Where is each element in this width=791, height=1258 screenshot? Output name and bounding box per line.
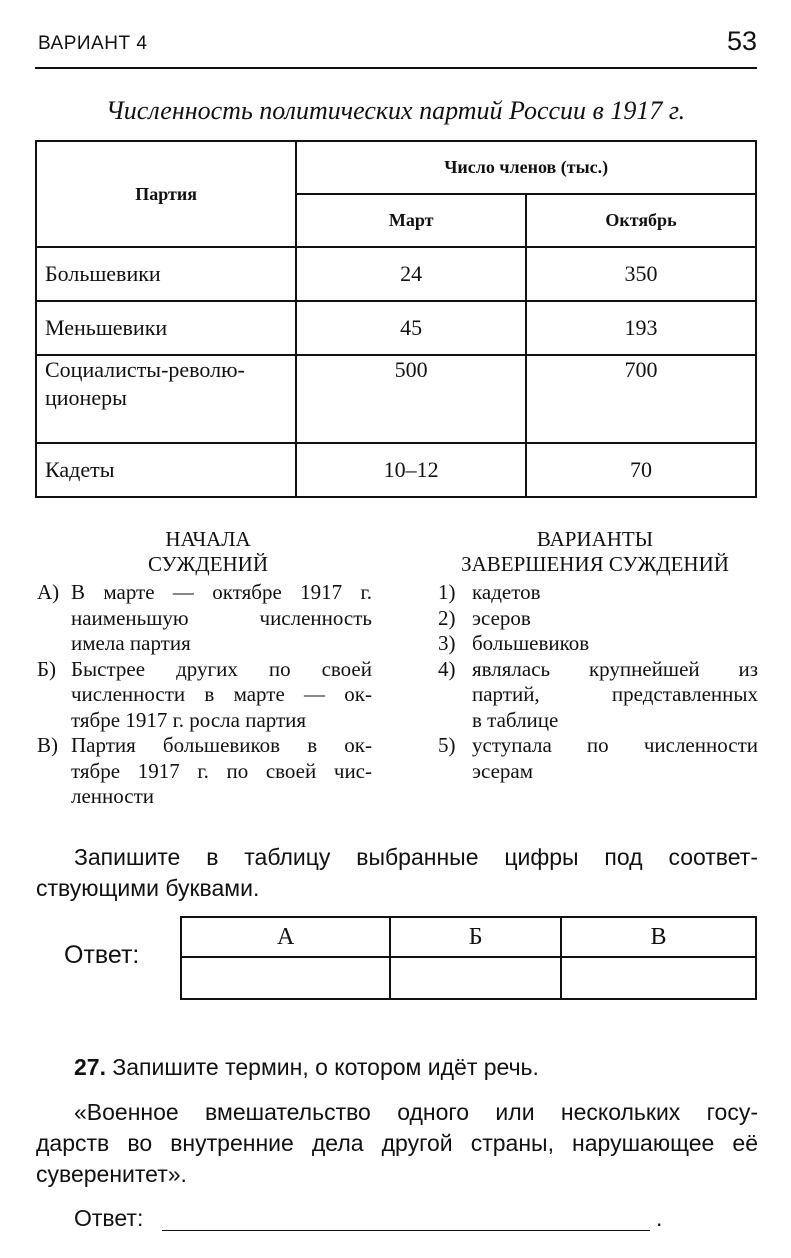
header-party: Партия	[36, 141, 296, 247]
table-row	[36, 301, 756, 355]
answer-period: .	[656, 1205, 663, 1231]
list-item	[37, 657, 372, 734]
item-line: численности в марте — ок-	[71, 682, 372, 706]
header-march: Март	[296, 194, 526, 247]
item-line: являлась крупнейшей из	[472, 656, 758, 681]
party-membership-table	[35, 140, 757, 498]
item-line: тябре 1917 г. росла партия	[71, 707, 307, 732]
item-line: эсерам	[472, 758, 534, 783]
table-row	[36, 355, 756, 443]
endings-heading-line: ЗАВЕРШЕНИЯ СУЖДЕНИЙ	[461, 552, 729, 576]
list-item	[438, 657, 758, 734]
variant-label: ВАРИАНТ 4	[38, 33, 148, 54]
march-value: 24	[296, 247, 526, 301]
endings-list	[438, 580, 758, 784]
endings-heading-line: ВАРИАНТЫ	[536, 527, 654, 551]
quote-line: суверенитет».	[36, 1161, 187, 1187]
answer-cell-a[interactable]	[181, 957, 390, 999]
item-line: партий, представленных	[472, 682, 758, 706]
item-line: уступала по численности	[472, 733, 758, 757]
beginnings-list	[37, 580, 372, 810]
october-value: 193	[526, 301, 756, 355]
beginnings-heading-line: СУЖДЕНИЙ	[147, 552, 269, 576]
party-name: Меньшевики	[36, 301, 296, 355]
item-letter: А)	[37, 580, 60, 604]
item-letter: В)	[37, 733, 58, 757]
endings-heading	[430, 527, 760, 577]
october-value: 700	[526, 355, 756, 443]
answer-letter-v: В	[561, 917, 756, 957]
party-name-line: ционеры	[45, 385, 127, 410]
list-item	[438, 733, 758, 784]
october-value: 350	[526, 247, 756, 301]
instruction-text	[36, 842, 758, 904]
item-line: ленности	[71, 784, 155, 808]
item-number: 1)	[438, 580, 456, 604]
instruction-line: Запишите в таблицу выбранные цифры под соответ-	[74, 844, 758, 870]
task-number: 27.	[74, 1054, 106, 1080]
party-name	[36, 355, 296, 443]
list-item	[37, 733, 372, 810]
instruction-line: ствующими буквами.	[36, 875, 260, 901]
march-value: 10–12	[296, 443, 526, 497]
table-row	[36, 247, 756, 301]
item-line: большевиков	[472, 631, 590, 655]
item-line: Партия большевиков в ок-	[71, 733, 372, 757]
answer-cell-v[interactable]	[561, 957, 756, 999]
task-27-answer-label: Ответ:	[74, 1205, 144, 1231]
item-number: 2)	[438, 605, 456, 630]
item-line: кадетов	[472, 580, 541, 604]
party-name-line: Социалисты-револю-	[45, 357, 245, 382]
task-prompt-text: Запишите термин, о котором идёт речь.	[112, 1054, 539, 1080]
answer-letter-b: Б	[390, 917, 561, 957]
item-line: В марте — октябре 1917 г.	[71, 580, 372, 604]
header-divider	[35, 67, 757, 69]
item-line: эсеров	[472, 605, 531, 630]
header-october: Октябрь	[526, 194, 756, 247]
item-number: 4)	[438, 656, 456, 681]
beginnings-heading	[118, 527, 298, 577]
item-number: 5)	[438, 733, 456, 757]
october-value: 70	[526, 443, 756, 497]
item-number: 3)	[438, 631, 456, 655]
item-line: имела партия	[71, 631, 191, 655]
march-value: 45	[296, 301, 526, 355]
item-line: Быстрее других по своей	[71, 656, 372, 681]
answer-letter-a: А	[181, 917, 390, 957]
party-name: Большевики	[36, 247, 296, 301]
list-item	[438, 606, 758, 632]
answer-table	[180, 916, 757, 1000]
march-value: 500	[296, 355, 526, 443]
item-letter: Б)	[37, 656, 57, 681]
party-name: Кадеты	[36, 443, 296, 497]
beginnings-heading-line: НАЧАЛА	[165, 527, 251, 551]
item-line: наименьшую численность	[71, 605, 372, 630]
answer-cell-b[interactable]	[390, 957, 561, 999]
task-27-answer-line[interactable]	[162, 1208, 650, 1231]
task-27-quote	[36, 1097, 758, 1190]
task-27-prompt	[74, 1052, 539, 1083]
table-title: Численность политических партий России в 1917 г.	[105, 96, 686, 125]
item-line: тябре 1917 г. по своей чис-	[71, 758, 372, 783]
quote-line: «Военное вмешательство одного или нескольких госу-	[74, 1099, 758, 1125]
page-number: 53	[726, 26, 757, 56]
list-item	[438, 631, 758, 657]
quote-line: дарств во внутренние дела другой страны, нарушающее её	[36, 1130, 758, 1156]
list-item	[438, 580, 758, 606]
list-item	[37, 580, 372, 657]
table-row	[36, 443, 756, 497]
item-line: в таблице	[472, 707, 559, 732]
header-members: Число членов (тыс.)	[296, 141, 756, 194]
answer-label: Ответ:	[64, 941, 140, 969]
